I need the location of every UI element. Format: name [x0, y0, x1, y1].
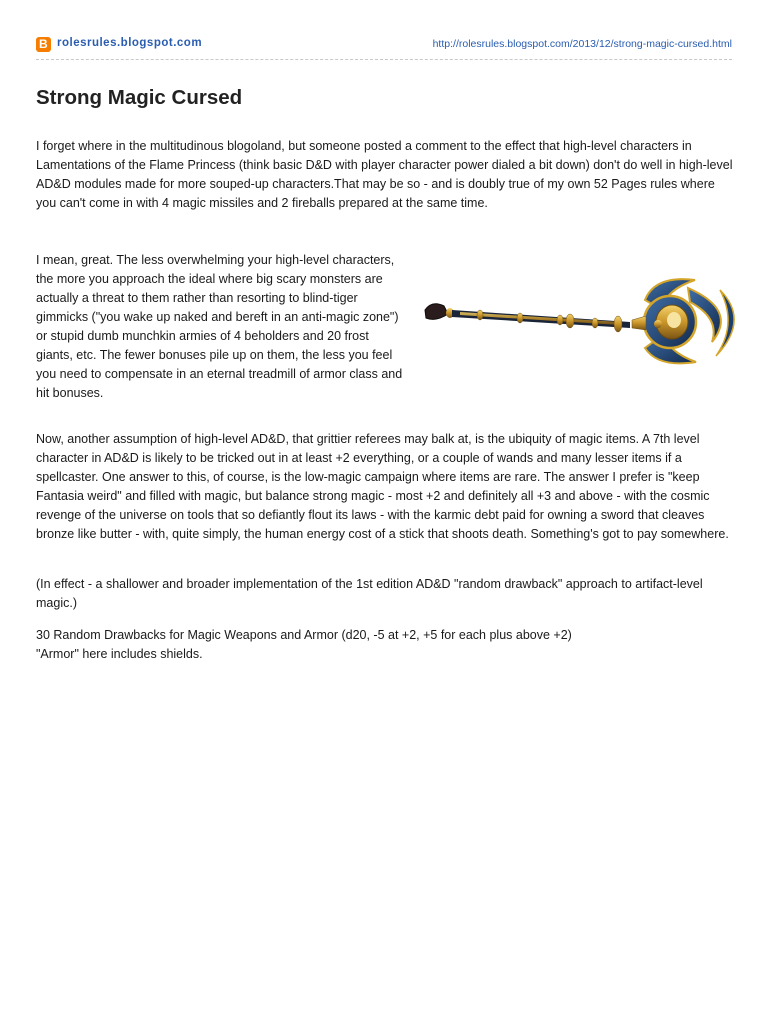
paragraph-random-drawback-note: (In effect - a shallower and broader implementation of the 1st edition AD&D "random drawback" approach to artifact-level magic.): [36, 577, 703, 610]
paragraph-intro: I forget where in the multitudinous blogoland, but someone posted a comment to the effect that high-level characters in Lamentations of the Flame Princess (think basic D&D with player character power dialed a bit down) don't do well in high-level AD&D modules made for more souped-up characters.That may be so - and is doubly true of my own 52 Pages rules where you can't come in with 4 magic missiles and 2 fireballs prepared at the same time.: [36, 139, 733, 210]
blogger-logo-letter: B: [39, 37, 48, 51]
paragraph-high-level-characters: I mean, great. The less overwhelming your high-level characters, the more you approach the ideal where big scary monsters are actually a threat to them rather than resorting to blind-tiger gimmicks ("you wake up naked and bereft in an anti-magic zone") or stupid dumb munchkin armies of 4 beholders and 20 frost giants, etc. The fewer bonuses pile up on them, the less you feel you need to compensate in an eternal treadmill of armor class and hit bonuses.: [36, 253, 403, 400]
armor-note: "Armor" here includes shields.: [36, 647, 203, 661]
header-divider: [36, 59, 732, 60]
post-url-link[interactable]: http://rolesrules.blogspot.com/2013/12/strong-magic-cursed.html: [432, 38, 732, 50]
page-header: [36, 36, 732, 58]
drawbacks-table-intro: [36, 626, 736, 664]
staff-scepter-illustration: [420, 270, 740, 370]
post-title: Strong Magic Cursed: [36, 86, 243, 109]
paragraph-magic-items: Now, another assumption of high-level AD&D, that grittier referees may balk at, is the ubiquity of magic items. A 7th level character in AD&D is likely to be tricked out in at least +2 everything, or a couple of wands and many lesser items if a spellcaster. One answer to this, of course, is the low-magic campaign where items are rare. The answer I prefer is "keep Fantasia weird" and filled with magic, but balance strong magic - most +2 and definitely all +3 and above - with the cosmic revenge of the universe on tools that so defiantly flout its laws - with the karmic debt paid for owning a sword that cleaves bronze like butter - with, quite simply, the human energy cost of a stick that shoots death. Something's got to pay somewhere.: [36, 432, 729, 541]
site-name-link[interactable]: rolesrules.blogspot.com: [57, 37, 203, 49]
drawbacks-heading: 30 Random Drawbacks for Magic Weapons and Armor (d20, -5 at +2, +5 for each plus above +2): [36, 628, 572, 642]
blogger-logo-icon[interactable]: [36, 37, 51, 52]
